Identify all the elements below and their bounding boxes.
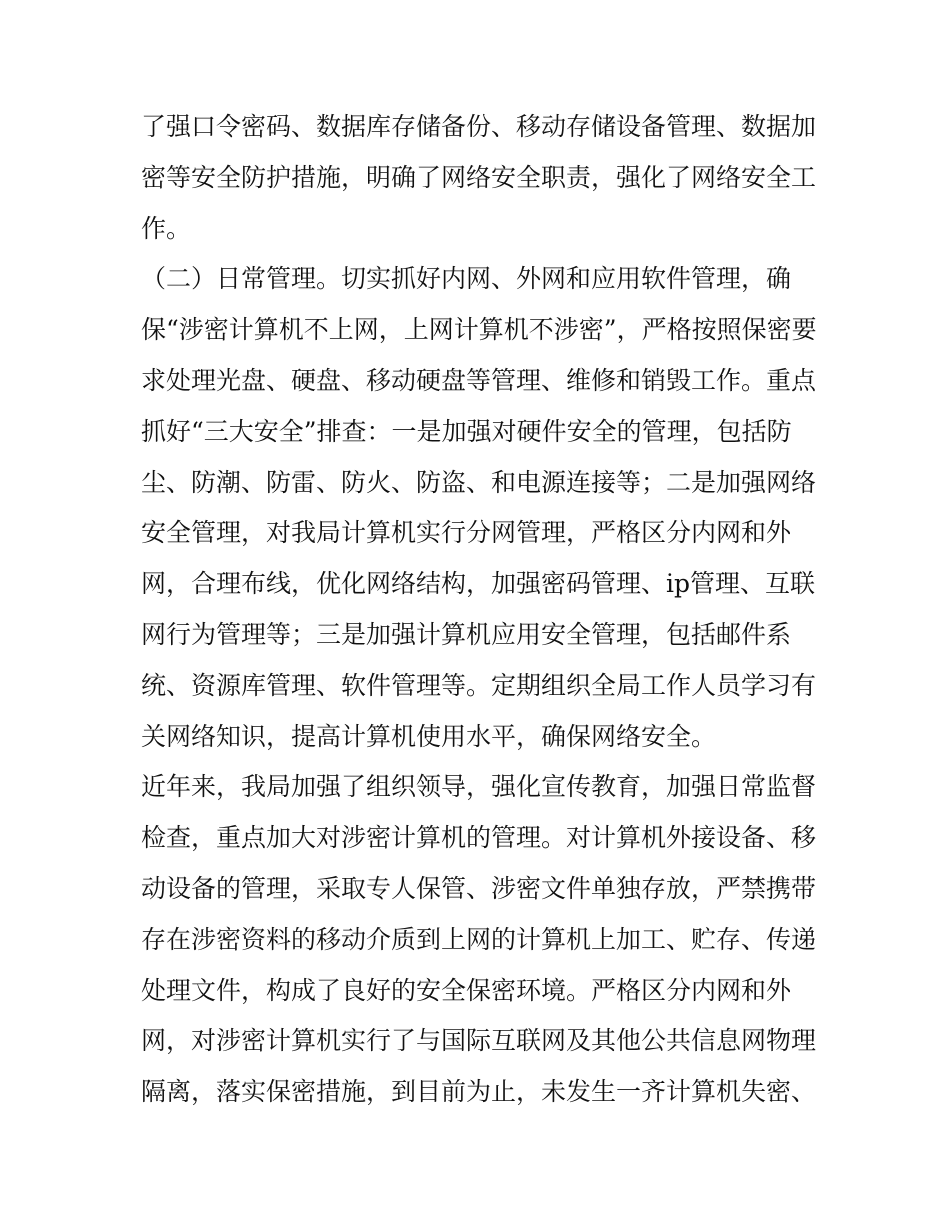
text-line: 网，对涉密计算机实行了与国际互联网及其他公共信息网物理	[141, 1026, 817, 1056]
text-line: 处理文件，构成了良好的安全保密环境。严格区分内网和外	[141, 975, 792, 1005]
text-line: 近年来，我局加强了组织领导，强化宣传教育，加强日常监督	[141, 772, 817, 802]
text-line: 作。	[141, 213, 192, 243]
text-line: 安全管理，对我局计算机实行分网管理，严格区分内网和外	[141, 518, 792, 548]
text-line: 了强口令密码、数据库存储备份、移动存储设备管理、数据加	[141, 112, 817, 141]
text-line: （二）日常管理。切实抓好内网、外网和应用软件管理，确	[141, 264, 792, 294]
text-line: 关网络知识，提高计算机使用水平，确保网络安全。	[141, 721, 717, 751]
text-line: 求处理光盘、硬盘、移动硬盘等管理、维修和销毁工作。重点	[141, 365, 817, 395]
text-line: 隔离，落实保密措施，到目前为止，未发生一齐计算机失密、	[141, 1077, 817, 1107]
text-line: 保“涉密计算机不上网，上网计算机不涉密”，严格按照保密要	[141, 315, 817, 345]
text-line: 检查，重点加大对涉密计算机的管理。对计算机外接设备、移	[141, 823, 817, 853]
text-line: 网，合理布线，优化网络结构，加强密码管理、ip管理、互联	[141, 569, 816, 599]
text-line: 动设备的管理，采取专人保管、涉密文件单独存放，严禁携带	[141, 873, 817, 903]
body-text	[141, 102, 821, 1118]
text-line: 尘、防潮、防雷、防火、防盗、和电源连接等；二是加强网络	[141, 467, 817, 497]
text-line: 统、资源库管理、软件管理等。定期组织全局工作人员学习有	[141, 670, 817, 700]
text-line: 密等安全防护措施，明确了网络安全职责，强化了网络安全工	[141, 162, 817, 192]
text-line: 存在涉密资料的移动介质到上网的计算机上加工、贮存、传递	[141, 924, 817, 954]
text-line: 网行为管理等；三是加强计算机应用安全管理，包括邮件系	[141, 619, 792, 649]
text-line: 抓好“三大安全”排查：一是加强对硬件安全的管理，包括防	[141, 416, 792, 446]
